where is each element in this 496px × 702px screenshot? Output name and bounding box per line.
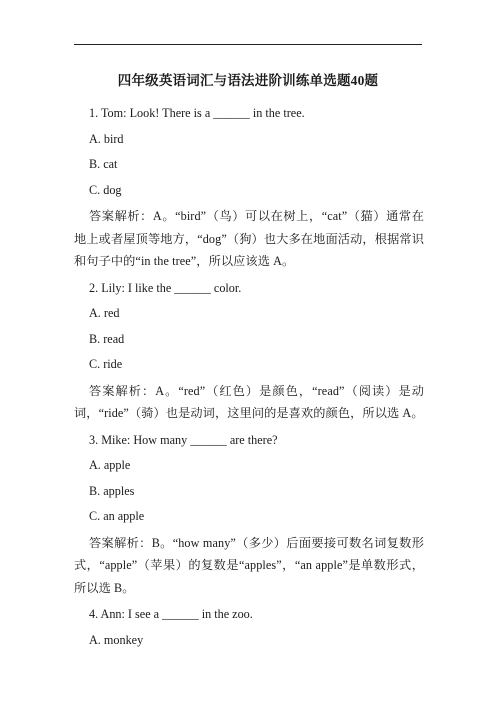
- option-1c: C. dog: [89, 182, 122, 197]
- option-2b: B. read: [89, 331, 125, 346]
- explanation-3: 答案解析：B。“how many”（多少）后面要接可数名词复数形式，“apple”（苹果）的复数是“apples”，“an apple”是单数形式，所以选 B。: [74, 535, 424, 595]
- question-4: 4. Ann: I see a ______ in the zoo.: [89, 607, 253, 621]
- option-2c: C. ride: [89, 357, 123, 371]
- option-2a: A. red: [89, 306, 120, 320]
- question-1: 1. Tom: Look! There is a ______ in the tree.: [89, 106, 305, 120]
- header-rule: [74, 44, 422, 45]
- option-3c: C. an apple: [89, 509, 145, 523]
- option-3b: B. apples: [89, 483, 135, 498]
- question-3: 3. Mike: How many ______ are there?: [89, 432, 278, 447]
- option-3a: A. apple: [89, 458, 131, 472]
- document-body: [74, 101, 424, 653]
- explanation-1: 答案解析：A。“bird”（鸟）可以在树上，“cat”（猫）通常在地上或者屋顶等地方，“dog”（狗）也大多在地面活动，根据常识和句子中的“in the tree”，所以应该选 A。: [74, 209, 424, 268]
- explanation-2: 答案解析：A。“red”（红色）是颜色，“read”（阅读）是动词，“ride”（骑）也是动词，这里问的是喜欢的颜色，所以选 A。: [74, 383, 424, 420]
- option-1a: A. bird: [89, 131, 124, 146]
- option-1b: B. cat: [89, 157, 118, 171]
- document-title: 四年级英语词汇与语法进阶训练单选题40题: [117, 73, 379, 88]
- question-2: 2. Lily: I like the ______ color.: [89, 280, 242, 295]
- option-4a: A. monkey: [89, 632, 144, 647]
